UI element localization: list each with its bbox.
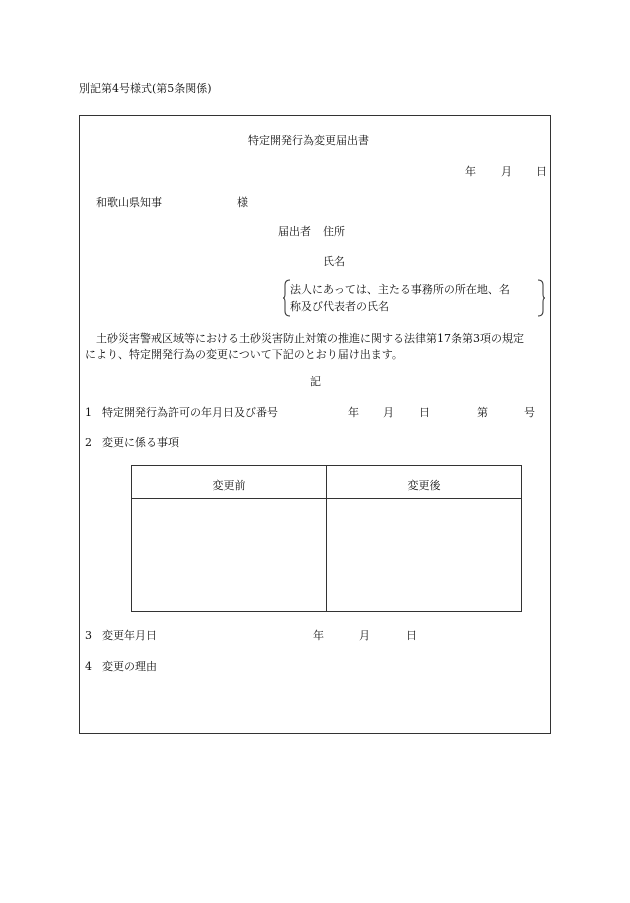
declaration-line1: 土砂災害警戒区域等における土砂災害防止対策の推進に関する法律第17条第3項の規定	[96, 332, 524, 345]
declaration-line2: により、特定開発行為の変更について下記のとおり届け出ます。	[85, 348, 403, 361]
applicant-label: 届出者	[278, 225, 311, 238]
applicant-address-label: 住所	[323, 225, 345, 238]
change-before-cell[interactable]	[132, 499, 326, 611]
item1-dai-label: 第	[477, 406, 488, 419]
item1-number: 1	[85, 406, 92, 419]
applicant-name-label: 氏名	[323, 255, 345, 268]
item3-month-label: 月	[359, 629, 370, 642]
form-title: 特定開発行為変更届出書	[248, 134, 369, 147]
applicant-note-line1: 法人にあっては、主たる事務所の所在地、名	[290, 283, 510, 296]
addressee-honorific: 様	[237, 196, 248, 209]
item1-label: 特定開発行為許可の年月日及び番号	[102, 406, 278, 419]
item3-number: 3	[85, 629, 92, 642]
change-after-cell[interactable]	[327, 499, 521, 611]
applicant-note-line2: 称及び代表者の氏名	[290, 300, 389, 313]
item4-label: 変更の理由	[102, 660, 157, 673]
date-year-label: 年	[465, 165, 476, 178]
item3-label: 変更年月日	[102, 629, 157, 642]
item4-number: 4	[85, 660, 92, 673]
change-table	[131, 465, 522, 612]
item3-year-label: 年	[313, 629, 324, 642]
change-after-header: 変更後	[407, 479, 441, 492]
declaration-paragraph	[85, 331, 545, 363]
item3-day-label: 日	[406, 629, 417, 642]
ki-heading: 記	[310, 375, 321, 388]
form-label: 別記第4号様式(第5条関係)	[79, 82, 212, 95]
addressee-name: 和歌山県知事	[96, 196, 162, 209]
item1-month-label: 月	[383, 406, 394, 419]
item1-year-label: 年	[348, 406, 359, 419]
item2-label: 変更に係る事項	[102, 436, 179, 449]
change-before-header: 変更前	[212, 479, 246, 492]
item2-number: 2	[85, 436, 92, 449]
item1-go-label: 号	[524, 406, 535, 419]
date-month-label: 月	[501, 165, 512, 178]
item1-day-label: 日	[419, 406, 430, 419]
date-day-label: 日	[536, 165, 547, 178]
